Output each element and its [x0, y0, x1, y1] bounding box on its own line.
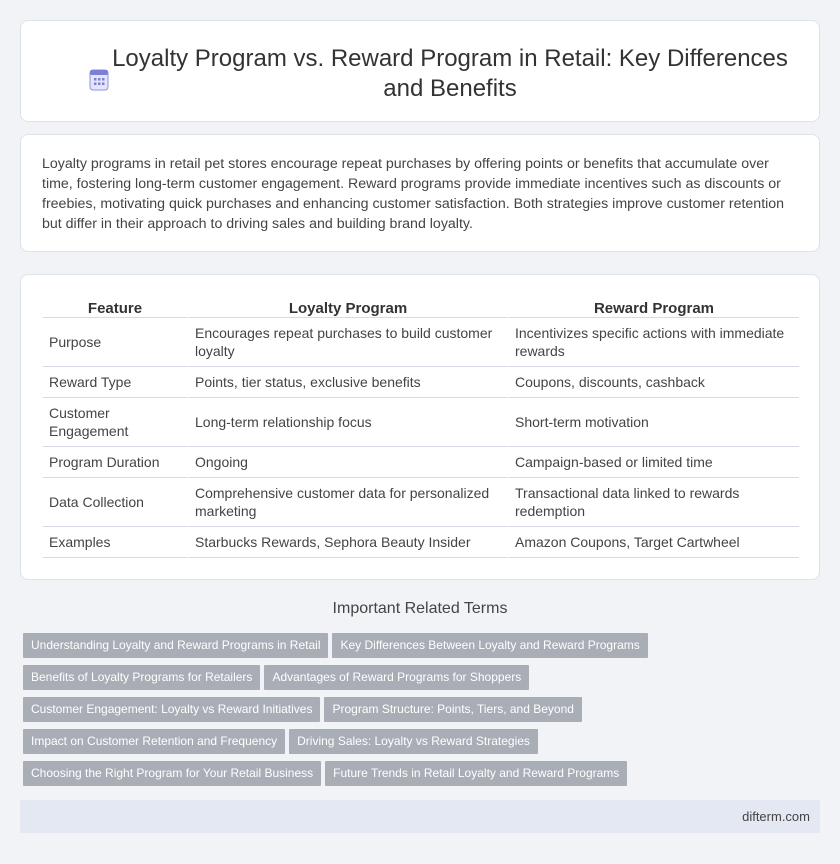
tag-row — [23, 633, 823, 665]
reward-cell: Transactional data linked to rewards redemption — [507, 478, 799, 527]
table-row — [43, 398, 799, 447]
reward-cell: Short-term motivation — [507, 398, 799, 447]
header-feature: Feature — [43, 296, 187, 318]
related-terms-list — [23, 633, 823, 793]
related-term-tag[interactable]: Key Differences Between Loyalty and Reward Programs — [332, 633, 647, 658]
related-terms-heading: Important Related Terms — [332, 600, 508, 617]
feature-cell: Purpose — [43, 318, 187, 367]
loyalty-cell: Long-term relationship focus — [187, 398, 507, 447]
feature-cell: Examples — [43, 527, 187, 558]
intro-paragraph: Loyalty programs in retail pet stores encourage repeat purchases by offering points or benefits that accumulate over time, fostering long-term customer engagement. Reward programs provide immediate incentives such as discounts or freebies, motivating quick purchases and enhancing customer satisfaction. Both strategies improve customer retention but differ in their approach to driving sales and building brand loyalty. — [42, 156, 785, 232]
related-term-tag[interactable]: Driving Sales: Loyalty vs Reward Strategies — [289, 729, 538, 754]
loyalty-cell: Comprehensive customer data for personalized marketing — [187, 478, 507, 527]
feature-cell: Reward Type — [43, 367, 187, 398]
intro-card — [20, 134, 820, 252]
loyalty-cell: Ongoing — [187, 447, 507, 478]
table-row — [43, 447, 799, 478]
tag-row — [23, 729, 823, 761]
table-row — [43, 367, 799, 398]
tag-row — [23, 761, 823, 793]
table-row — [43, 478, 799, 527]
related-term-tag[interactable]: Advantages of Reward Programs for Shoppers — [264, 665, 529, 690]
reward-cell: Incentivizes specific actions with immediate rewards — [507, 318, 799, 367]
loyalty-cell: Starbucks Rewards, Sephora Beauty Insider — [187, 527, 507, 558]
table-row — [43, 318, 799, 367]
reward-cell: Campaign-based or limited time — [507, 447, 799, 478]
feature-cell: Customer Engagement — [43, 398, 187, 447]
comparison-card — [20, 274, 820, 580]
loyalty-cell: Encourages repeat purchases to build customer loyalty — [187, 318, 507, 367]
table-header-row — [43, 296, 799, 318]
reward-cell: Coupons, discounts, cashback — [507, 367, 799, 398]
footer-site-link[interactable]: difterm.com — [742, 809, 810, 824]
tag-row — [23, 665, 823, 697]
related-term-tag[interactable]: Understanding Loyalty and Reward Programs in Retail — [23, 633, 328, 658]
table-row — [43, 527, 799, 558]
loyalty-cell: Points, tier status, exclusive benefits — [187, 367, 507, 398]
footer — [20, 800, 820, 833]
feature-cell: Program Duration — [43, 447, 187, 478]
page-title: Loyalty Program vs. Reward Program in Retail: Key Differences and Benefits — [112, 45, 788, 102]
related-term-tag[interactable]: Choosing the Right Program for Your Retail Business — [23, 761, 321, 786]
comparison-table — [43, 296, 799, 558]
related-term-tag[interactable]: Future Trends in Retail Loyalty and Reward Programs — [325, 761, 627, 786]
feature-cell: Data Collection — [43, 478, 187, 527]
related-term-tag[interactable]: Program Structure: Points, Tiers, and Beyond — [324, 697, 581, 722]
tag-row — [23, 697, 823, 729]
header-reward-program: Reward Program — [507, 296, 799, 318]
reward-cell: Amazon Coupons, Target Cartwheel — [507, 527, 799, 558]
title-card — [20, 20, 820, 122]
related-term-tag[interactable]: Benefits of Loyalty Programs for Retailers — [23, 665, 260, 690]
related-term-tag[interactable]: Customer Engagement: Loyalty vs Reward Initiatives — [23, 697, 320, 722]
header-loyalty-program: Loyalty Program — [187, 296, 507, 318]
related-term-tag[interactable]: Impact on Customer Retention and Frequency — [23, 729, 285, 754]
